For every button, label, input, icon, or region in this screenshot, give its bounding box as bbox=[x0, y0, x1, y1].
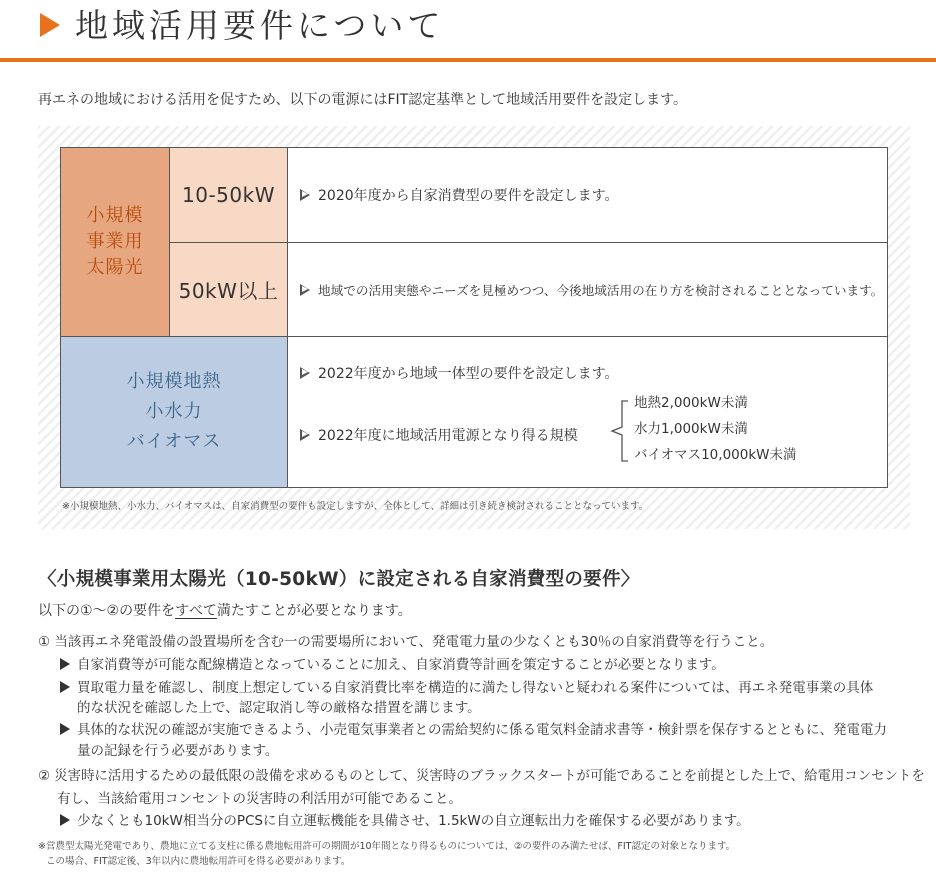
requirement-2-bullet-1: 少なくとも10kW相当分のPCSに自立運転機能を具備させ、1.5kWの自立運転出力を確保する必要があります。 bbox=[60, 811, 750, 831]
page-header bbox=[0, 0, 936, 62]
intro-text: 再エネの地域における活用を促すため、以下の電源にはFIT認定基準として地域活用要件を設定します。 bbox=[38, 92, 688, 108]
page-title: 地域活用要件について bbox=[75, 6, 445, 45]
description-cell-2 bbox=[288, 243, 887, 337]
scale-item-geothermal: 地熱2,000kW未満 bbox=[634, 395, 748, 411]
requirement-1-bullet-2: 買取電力量を確認し、制度上想定している自家消費比率を構造的に満たし得ないと疑われる案件については、再エネ発電事業の具体 bbox=[60, 678, 873, 698]
description-cell-1 bbox=[288, 148, 887, 243]
bullet-icon bbox=[60, 814, 70, 826]
scale-item-biomass: バイオマス10,000kW未満 bbox=[634, 447, 797, 463]
description-3b: 2022年度に地域活用電源となり得る規模 bbox=[300, 425, 578, 445]
header-divider bbox=[0, 58, 936, 62]
bullet-icon bbox=[60, 658, 70, 670]
bullet-icon bbox=[60, 723, 70, 735]
open-triangle-icon bbox=[300, 189, 310, 201]
capacity-label-2: 50kW以上 bbox=[178, 279, 279, 303]
requirement-1-bullet-1: 自家消費等が可能な配線構造となっていることに加え、自家消費等計画を策定することが必要となります。 bbox=[60, 655, 725, 675]
open-triangle-icon bbox=[300, 429, 310, 441]
capacity-cell-1 bbox=[170, 148, 288, 243]
geothermal-hydro-biomass-cell bbox=[61, 337, 288, 487]
small-solar-cell bbox=[61, 148, 170, 337]
open-triangle-icon bbox=[300, 284, 310, 296]
section-subtitle: 以下の①～②の要件をすべて満たすことが必要となります。 bbox=[38, 603, 412, 619]
requirement-2-cont: 有し、当該給電用コンセントの災害時の利活用が可能であること。 bbox=[57, 791, 462, 807]
requirement-1: ① 当該再エネ発電設備の設置場所を含む一の需要場所において、発電電力量の少なくとも30％の自家消費等を行うこと。 bbox=[38, 634, 774, 650]
small-solar-label: 小規模 事業用 太陽光 bbox=[86, 205, 144, 278]
geothermal-hydro-biomass-label: 小規模地熱 小水力 バイオマス bbox=[126, 371, 222, 452]
scale-item-hydro: 水力1,000kW未満 bbox=[634, 421, 748, 437]
bullet-icon bbox=[60, 681, 70, 693]
section-title: 〈小規模事業用太陽光（10-50kW）に設定される自家消費型の要件〉 bbox=[38, 569, 640, 590]
requirement-2: ② 災害時に活用するための最低限の設備を求めるものとして、災害時のブラックスタートが可能であることを前提とした上で、給電用コンセントを bbox=[38, 769, 925, 784]
requirement-1-bullet-2-cont: 的な状況を確認した上で、認定取消し等の厳格な措置を講じます。 bbox=[77, 700, 481, 716]
footnote-line-1: ※営農型太陽光発電であり、農地に立てる支柱に係る農地転用許可の期間が10年間となり得るものについては、②の要件のみ満たせば、FIT認定の対象となります。 bbox=[38, 841, 736, 852]
description-cell-3 bbox=[288, 337, 887, 487]
underlined-word: すべて bbox=[175, 603, 217, 619]
description-1: 2020年度から自家消費型の要件を設定します。 bbox=[300, 185, 619, 205]
footnote-line-2: この場合、FIT認定後、3年以内に農地転用許可を得る必要があります。 bbox=[46, 856, 351, 867]
play-triangle-icon bbox=[40, 13, 60, 37]
open-triangle-icon bbox=[300, 367, 310, 379]
brace-icon bbox=[608, 400, 630, 462]
requirement-1-bullet-3-cont: 量の記録を行う必要があります。 bbox=[77, 743, 279, 759]
capacity-cell-2 bbox=[170, 243, 288, 337]
capacity-label-1: 10-50kW bbox=[182, 183, 275, 207]
requirements-table bbox=[60, 147, 888, 488]
description-2: 地域での活用実態やニーズを見極めつつ、今後地域活用の在り方を検討されることとなっています。 bbox=[300, 280, 883, 299]
description-3a: 2022年度から地域一体型の要件を設定します。 bbox=[300, 363, 619, 383]
requirement-1-bullet-3: 具体的な状況の確認が実施できるよう、小売電気事業者との需給契約に係る電気料金請求書等・検針票を保存するとともに、発電電力 bbox=[60, 720, 887, 740]
table-note: ※小規模地熱、小水力、バイオマスは、自家消費型の要件も設定しますが、全体として、詳細は引き続き検討されることとなっています。 bbox=[62, 501, 649, 512]
